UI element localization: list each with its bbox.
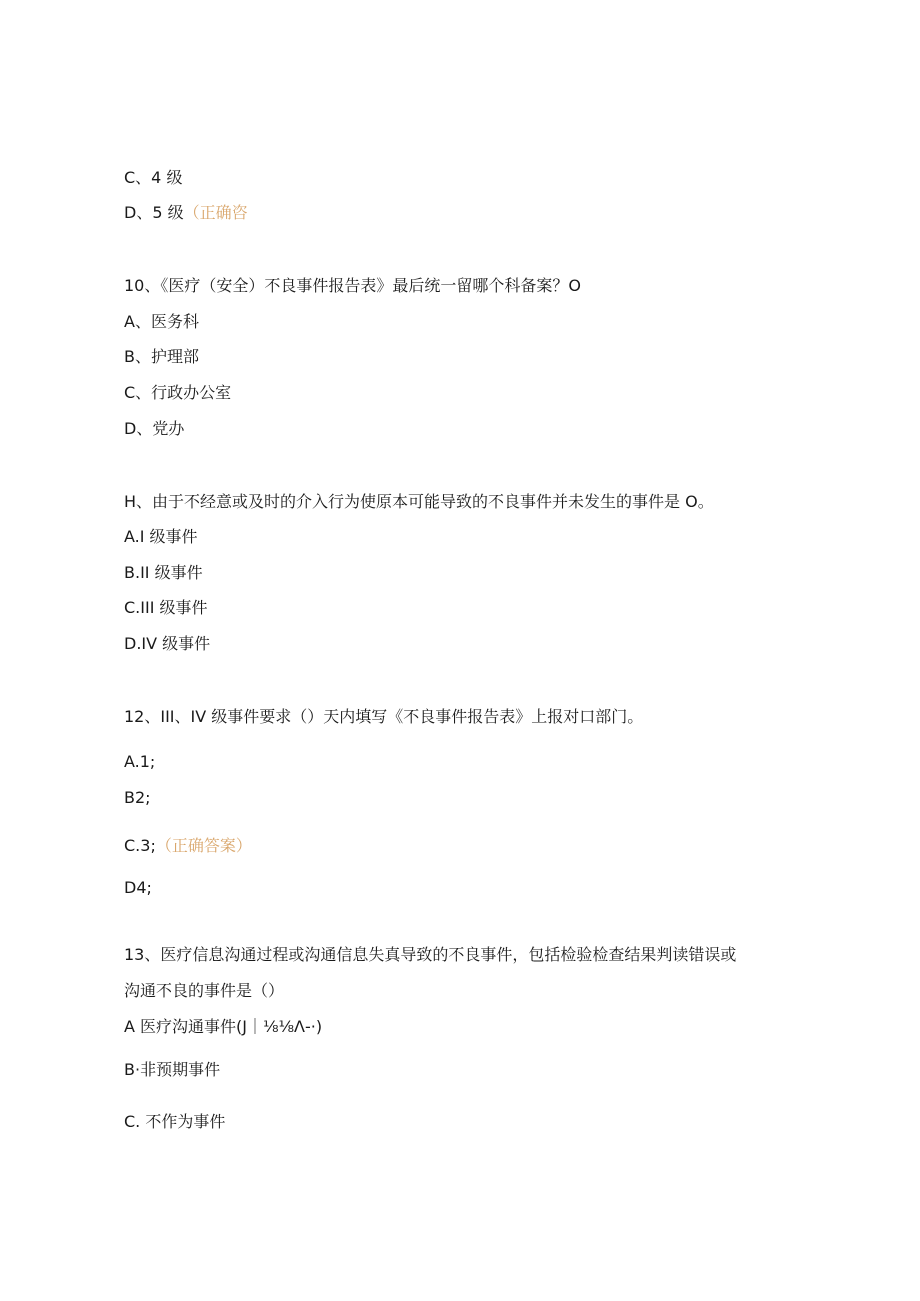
q10-option-d: D、党办	[124, 419, 185, 438]
q13-option-b: B·非预期事件	[124, 1060, 221, 1079]
q12-option-b: B2;	[124, 788, 151, 807]
q10-question: 10、《医疗（安全）不良事件报告表》最后统一留哪个科备案？O	[124, 276, 581, 295]
q13-question-line2: 沟通不良的事件是（）	[124, 981, 285, 1000]
q12-question: 12、III、IV 级事件要求（）天内填写《不良事件报告表》上报对口部门。	[124, 707, 644, 726]
q11-option-a: A.I 级事件	[124, 527, 198, 546]
q10-option-c: C、行政办公室	[124, 383, 232, 402]
q10-option-b: B、护理部	[124, 347, 199, 366]
q11-option-b: B.II 级事件	[124, 563, 203, 582]
q11-option-c: C.III 级事件	[124, 598, 208, 617]
q12-option-d: D4;	[124, 878, 152, 897]
q10-option-a: A、医务科	[124, 312, 199, 331]
q13-option-a: A 医疗沟通事件(J｜⅛⅛Λ-·)	[124, 1017, 323, 1036]
q11-option-d: D.IV 级事件	[124, 634, 211, 653]
q11-question: H、由于不经意或及时的介入行为使原本可能导致的不良事件并未发生的事件是 O。	[124, 492, 714, 511]
q9-option-d: D、5 级（正确咨	[124, 203, 248, 222]
correct-answer-mark: （正确答案）	[155, 836, 252, 855]
q12-option-a: A.1;	[124, 752, 156, 771]
correct-answer-mark: （正确咨	[183, 203, 248, 222]
q12-option-c: C.3;（正确答案）	[124, 836, 252, 855]
q9-option-c: C、4 级	[124, 168, 183, 187]
q13-option-c: C. 不作为事件	[124, 1112, 226, 1131]
q13-question-line1: 13、医疗信息沟通过程或沟通信息失真导致的不良事件，包括检验检查结果判读错误或	[124, 945, 737, 964]
